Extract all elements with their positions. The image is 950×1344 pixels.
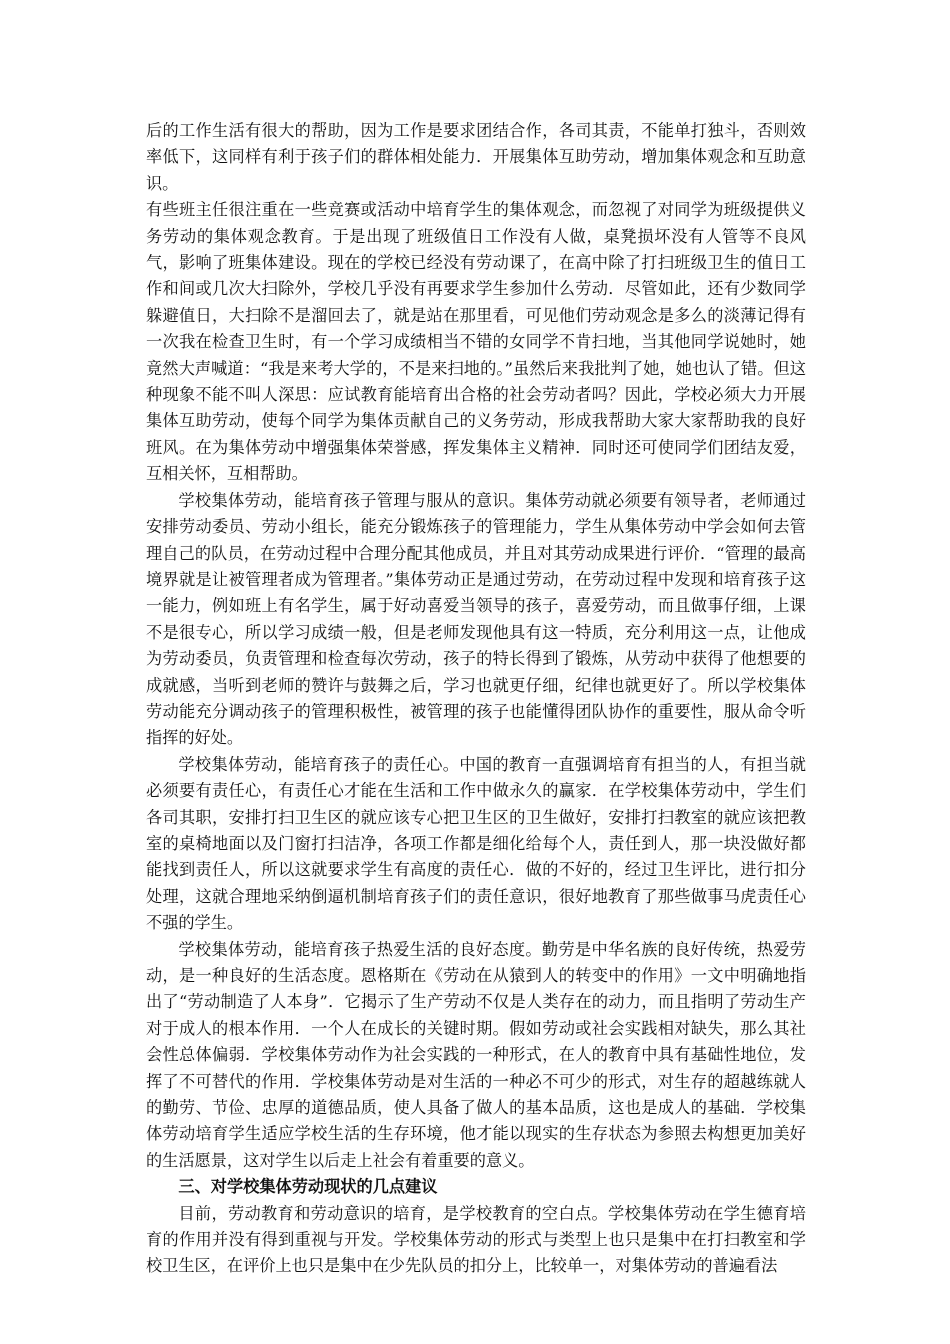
document-page bbox=[146, 118, 806, 1280]
closing-paragraph: 目前，劳动教育和劳动意识的培育，是学校教育的空白点。学校集体劳动在学生德育培育的作用并没有得到重视与开发。学校集体劳动的形式与类型上也只是集中在打扫教室和学校卫生区，在评价上也只是集中在少先队员的扣分上，比较单一，对集体劳动的普遍看法 bbox=[146, 1203, 806, 1276]
paragraph-4: 学校集体劳动，能培育孩子的责任心。中国的教育一直强调培育有担当的人，有担当就必须要有责任心，有责任心才能在生活和工作中做永久的赢家．在学校集体劳动中，学生们各司其职，安排打扫卫生区的就应该专心把卫生区的卫生做好，安排打扫教室的就应该把教室的桌椅地面以及门窗打扫洁净，各项工作都是细化给每个人，责任到人，那一块没做好都能找到责任人，所以这就要求学生有高度的责任心．做的不好的，经过卫生评比，进行扣分处理，这就合理地采纳倒逼机制培育孩子们的责任意识，很好地教育了那些做事马虎责任心不强的学生。 bbox=[146, 754, 806, 933]
section-heading: 三、对学校集体劳动现状的几点建议 bbox=[178, 1177, 438, 1197]
paragraph-5: 学校集体劳动，能培育孩子热爱生活的良好态度。勤劳是中华名族的良好传统，热爱劳动，是一种良好的生活态度。恩格斯在《劳动在从猿到人的转变中的作用》一文中明确地指出了“劳动制造了人本身”．它揭示了生产劳动不仅是人类存在的动力，而且指明了劳动生产对于成人的根本作用．一个人在成长的关键时期。假如劳动或社会实践相对缺失，那么其社会性总体偏弱．学校集体劳动作为社会实践的一种形式，在人的教育中具有基础性地位，发挥了不可替代的作用．学校集体劳动是对生活的一种必不可少的形式，对生存的超越练就人的勤劳、节俭、忠厚的道德品质，使人具备了做人的基本品质，这也是成人的基础．学校集体劳动培育学生适应学校生活的生存环境，他才能以现实的生存状态为参照去构想更加美好的生活愿景，这对学生以后走上社会有着重要的意义。 bbox=[146, 939, 806, 1170]
paragraph-3: 学校集体劳动，能培育孩子管理与服从的意识。集体劳动就必须要有领导者，老师通过安排劳动委员、劳动小组长，能充分锻炼孩子的管理能力，学生从集体劳动中学会如何去管理自己的队员，在劳动过程中合理分配其他成员，并且对其劳动成果进行评价．“管理的最高境界就是让被管理者成为管理者。”集体劳动正是通过劳动，在劳动过程中发现和培育孩子这一能力，例如班上有名学生，属于好动喜爱当领导的孩子，喜爱劳动，而且做事仔细，上课不是很专心，所以学习成绩一般，但是老师发现他具有这一特质，充分利用这一点，让他成为劳动委员，负责管理和检查每次劳动，孩子的特长得到了锻炼，从劳动中获得了他想要的成就感，当听到老师的赞许与鼓舞之后，学习也就更仔细，纪律也就更好了。所以学校集体劳动能充分调动孩子的管理积极性，被管理的孩子也能懂得团队协作的重要性，服从命令听指挥的好处。 bbox=[146, 490, 806, 748]
paragraph-2: 有些班主任很注重在一些竞赛或活动中培育学生的集体观念，而忽视了对同学为班级提供义务劳动的集体观念教育。于是出现了班级值日工作没有人做，桌凳损坏没有人管等不良风气，影响了班集体建设。现在的学校已经没有劳动课了，在高中除了打扫班级卫生的值日工作和间或几次大扫除外，学校几乎没有再要求学生参加什么劳动．尽管如此，还有少数同学躲避值日，大扫除不是溜回去了，就是站在那里看，可见他们劳动观念是多么的淡薄记得有一次我在检查卫生时，有一个学习成绩相当不错的女同学不肯扫地，当其他同学说她时，她竟然大声喊道：“我是来考大学的，不是来扫地的。”虽然后来我批判了她，她也认了错。但这种现象不能不叫人深思：应试教育能培育出合格的社会劳动者吗？因此，学校必须大力开展集体互助劳动，使每个同学为集体贡献自己的义务劳动，形成我帮助大家大家帮助我的良好班风。在为集体劳动中增强集体荣誉感，挥发集体主义精神．同时还可使同学们团结友爱，互相关怀，互相帮助。 bbox=[146, 200, 806, 484]
paragraph-1: 后的工作生活有很大的帮助，因为工作是要求团结合作，各司其责，不能单打独斗，否则效率低下，这同样有利于孩子们的群体相处能力．开展集体互助劳动，增加集体观念和互助意识。 bbox=[146, 121, 806, 193]
